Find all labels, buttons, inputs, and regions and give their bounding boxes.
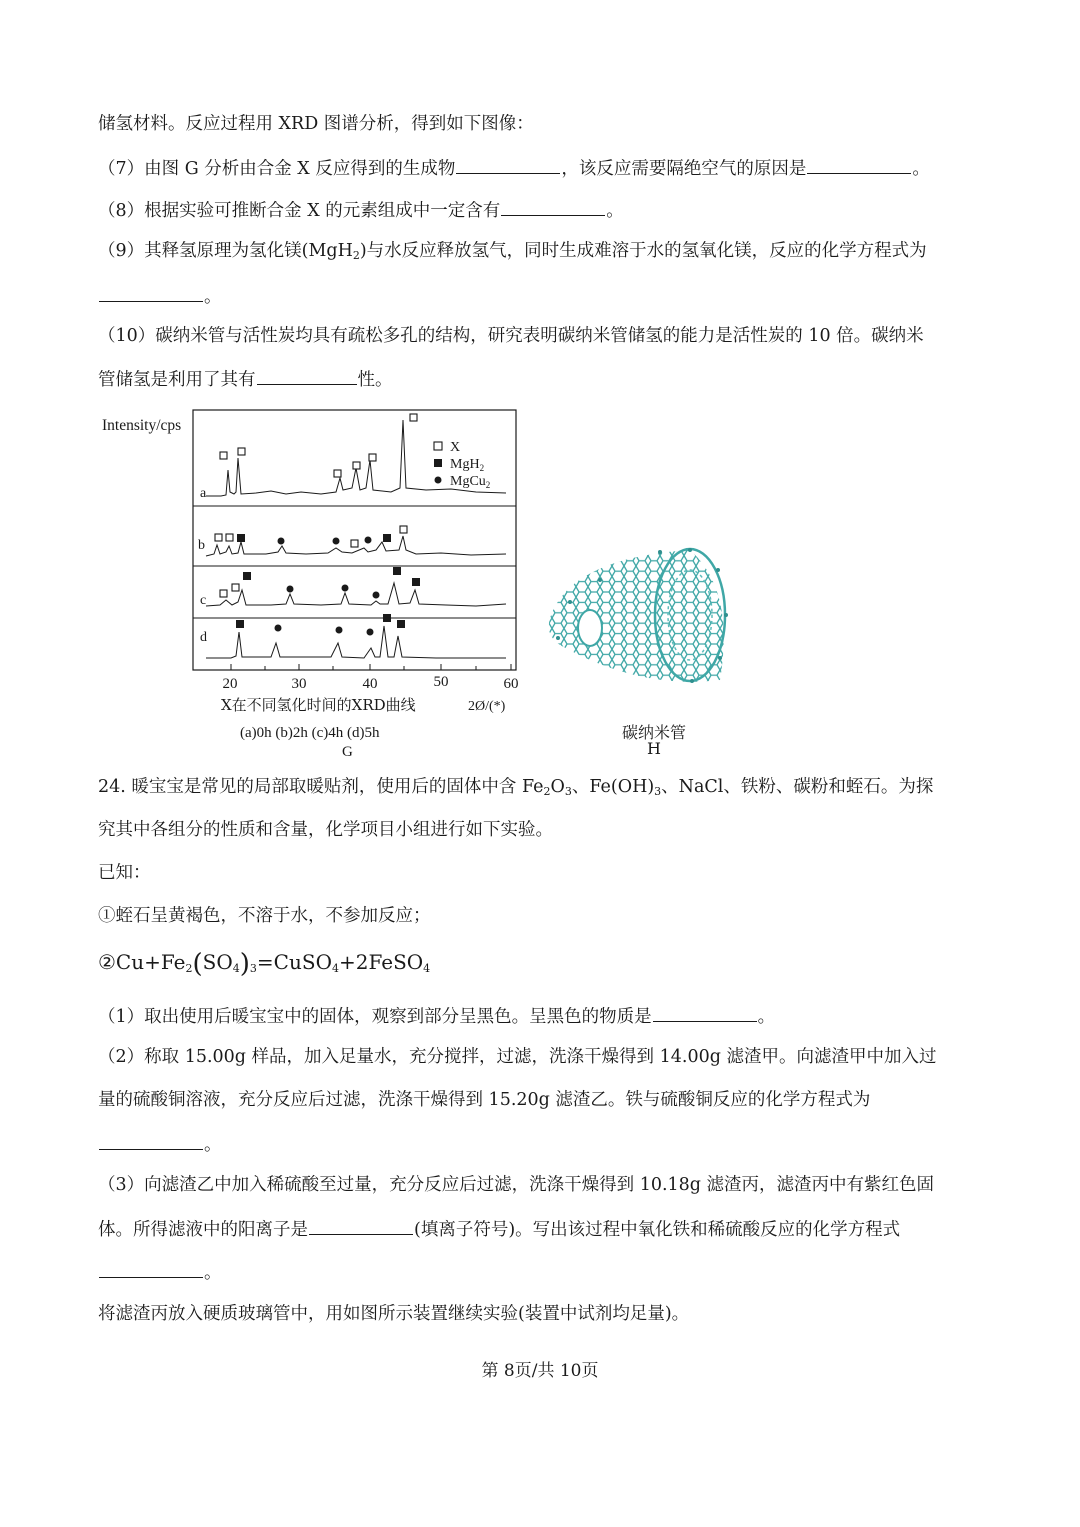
tick-label: 60 xyxy=(503,676,519,692)
text: ，该反应需要隔绝空气的原因是 xyxy=(561,159,807,179)
legend-x: X xyxy=(450,440,461,455)
legend xyxy=(434,440,490,490)
question-10-b xyxy=(98,366,393,392)
time-legend: (a)0h (b)2h (c)4h (d)5h xyxy=(240,725,380,741)
known-2-equation xyxy=(98,949,431,979)
part-3 xyxy=(98,1173,934,1197)
part-2-b xyxy=(98,1088,870,1112)
text: 已知： xyxy=(98,863,151,883)
question-8 xyxy=(98,197,624,223)
chart-caption: X在不同氢化时间的XRD曲线 xyxy=(221,696,416,714)
text: 管储氢是利用了其有 xyxy=(98,370,256,390)
subscript: 2 xyxy=(352,249,360,262)
curve-label-c: c xyxy=(200,593,207,608)
text: ( xyxy=(192,949,203,979)
text: 、Fe(OH) xyxy=(571,777,655,797)
figure-label-h: H xyxy=(647,739,661,758)
subscript: 2 xyxy=(543,785,551,798)
known-heading xyxy=(98,861,151,885)
question-9 xyxy=(98,239,927,263)
part-2 xyxy=(98,1045,937,1069)
y-axis-label: Intensity/cps xyxy=(102,417,182,434)
text-line xyxy=(98,112,534,136)
figure-label-g: G xyxy=(342,744,353,760)
answer-blank[interactable] xyxy=(456,155,560,174)
tick-label: 20 xyxy=(222,676,238,692)
tick-label: 30 xyxy=(291,676,307,692)
xrd-chart xyxy=(96,408,536,760)
legend-mgh2: MgH xyxy=(450,457,480,472)
text: ①蛭石呈黄褐色，不溶于水，不参加反应； xyxy=(98,906,431,926)
legend-mgh2-sub: 2 xyxy=(479,463,485,473)
text: 。 xyxy=(204,287,222,307)
page-footer: 第 8页/共 10页 xyxy=(481,1361,599,1381)
text: （7）由图 G 分析由合金 X 反应得到的生成物 xyxy=(98,159,456,179)
part-3-b xyxy=(98,1216,900,1242)
subscript: 3 xyxy=(249,962,257,975)
text: (填离子符号)。写出该过程中氧化铁和稀硫酸反应的化学方程式 xyxy=(414,1220,901,1240)
text: （8）根据实验可推断合金 X 的元素组成中一定含有 xyxy=(98,201,501,221)
x-axis-label: 2Ø/(*) xyxy=(468,699,506,714)
text: 。 xyxy=(757,1007,776,1027)
text: )与水反应释放氢气，同时生成难溶于水的氢氧化镁，反应的化学方程式为 xyxy=(359,241,927,261)
carbon-nanotube-image xyxy=(540,540,740,720)
subscript: 3 xyxy=(564,785,572,798)
text: 究其中各组分的性质和含量，化学项目小组进行如下实验。 xyxy=(98,820,553,840)
text: （1）取出使用后暖宝宝中的固体，观察到部分呈黑色。呈黑色的物质是 xyxy=(98,1007,652,1027)
subscript: 4 xyxy=(331,962,339,975)
legend-mgcu2-sub: 2 xyxy=(485,480,491,490)
text: （2）称取 15.00g 样品，加入足量水，充分搅拌，过滤，洗涤干燥得到 14.00g 滤渣甲。向滤渣甲中加入过 xyxy=(98,1047,937,1067)
text: 性。 xyxy=(357,370,393,390)
question-24 xyxy=(98,775,933,799)
question-7 xyxy=(98,155,930,181)
part-2-answer xyxy=(98,1131,222,1157)
text: 、NaCl、铁粉、碳粉和蛭石。为探 xyxy=(661,777,934,797)
subscript: 3 xyxy=(654,785,662,798)
text: 储氢材料。反应过程用 XRD 图谱分析，得到如下图像： xyxy=(98,114,534,134)
text: 24. 暖宝宝是常见的局部取暖贴剂，使用后的固体中含 Fe xyxy=(98,777,544,797)
markers-mgcu2 xyxy=(275,537,380,636)
question-9-answer xyxy=(98,283,222,309)
part-3-answer xyxy=(98,1259,222,1285)
text: SO xyxy=(202,950,233,974)
text: O xyxy=(550,777,565,797)
x-ticks xyxy=(231,664,511,670)
part-1 xyxy=(98,1003,775,1029)
answer-blank[interactable] xyxy=(99,283,203,302)
text: 量的硫酸铜溶液，充分反应后过滤，洗涤干燥得到 15.20g 滤渣乙。铁与硫酸铜反应的化学方程式为 xyxy=(98,1090,871,1110)
tick-label: 50 xyxy=(433,674,449,690)
text: 。 xyxy=(204,1135,222,1155)
text: （10）碳纳米管与活性炭均具有疏松多孔的结构，研究表明碳纳米管储氢的能力是活性炭的 10 倍。碳纳米 xyxy=(98,326,924,346)
text: 体。所得滤液中的阳离子是 xyxy=(98,1220,308,1240)
markers-mgh2 xyxy=(236,534,420,628)
subscript: 4 xyxy=(423,962,431,975)
curve-label-a: a xyxy=(200,486,207,501)
tick-label: 40 xyxy=(362,676,378,692)
answer-blank[interactable] xyxy=(99,1131,203,1150)
nanotube-caption: 碳纳米管 xyxy=(622,723,687,742)
text: +2FeSO xyxy=(338,950,424,974)
text: =CuSO xyxy=(256,950,332,974)
text: 将滤渣丙放入硬质玻璃管中，用如图所示装置继续实验(装置中试剂均足量)。 xyxy=(98,1304,690,1324)
last-line xyxy=(98,1302,689,1326)
curve-label-b: b xyxy=(198,538,205,553)
answer-blank[interactable] xyxy=(309,1216,413,1235)
question-10 xyxy=(98,324,924,348)
text: ) xyxy=(239,949,250,979)
answer-blank[interactable] xyxy=(257,366,357,385)
svg-text:MgH2 xyxy=(450,457,484,473)
subscript: 2 xyxy=(185,962,193,975)
text: 。 xyxy=(606,201,624,221)
curve-c xyxy=(206,583,506,606)
text: （3）向滤渣乙中加入稀硫酸至过量，充分反应后过滤，洗涤干燥得到 10.18g 滤渣丙，滤渣丙中有紫红色固 xyxy=(98,1175,935,1195)
curve-d xyxy=(206,626,506,658)
answer-blank[interactable] xyxy=(807,155,911,174)
text: 。 xyxy=(204,1263,222,1283)
answer-blank[interactable] xyxy=(653,1003,757,1022)
curve-label-d: d xyxy=(200,630,207,645)
subscript: 4 xyxy=(232,962,240,975)
text: （9）其释氢原理为氢化镁(MgH xyxy=(98,241,353,261)
legend-mgcu2: MgCu xyxy=(450,474,486,489)
answer-blank[interactable] xyxy=(501,197,605,216)
question-24-b xyxy=(98,818,553,842)
known-1 xyxy=(98,904,431,928)
text: 。 xyxy=(912,159,930,179)
text: ②Cu+Fe xyxy=(98,950,186,974)
svg-text:MgCu2 xyxy=(450,474,490,490)
answer-blank[interactable] xyxy=(99,1259,203,1278)
